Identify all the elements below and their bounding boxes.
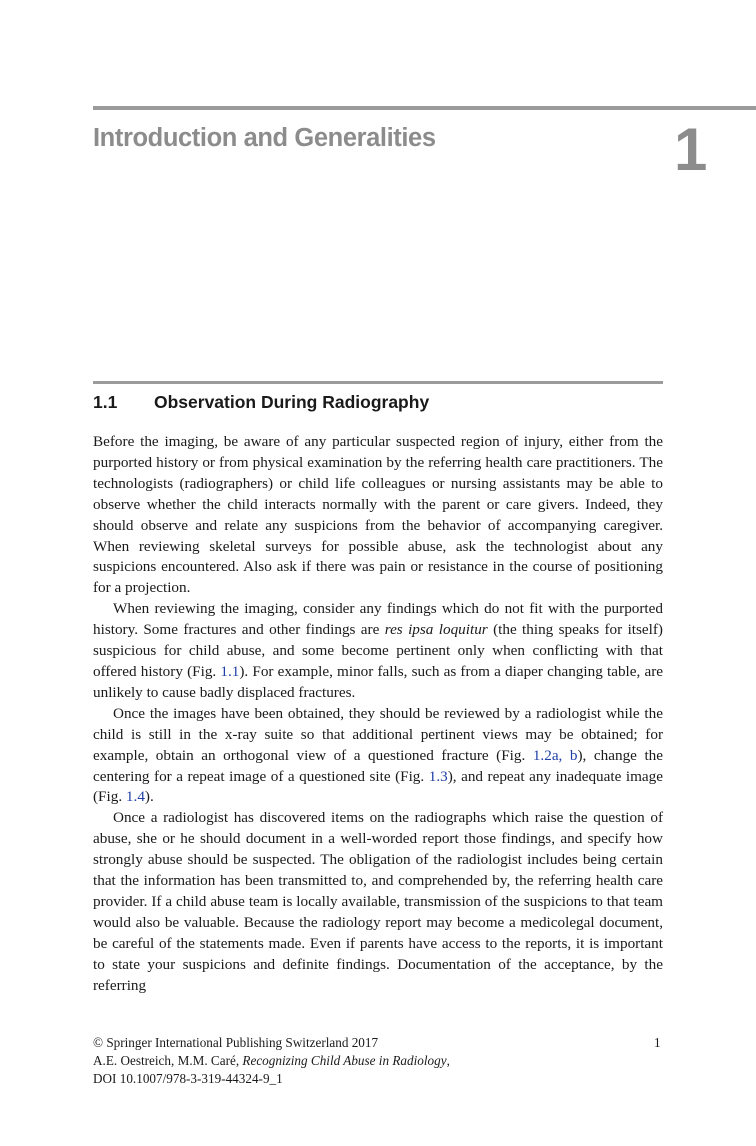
- authors: A.E. Oestreich, M.M. Caré,: [93, 1053, 243, 1068]
- figure-link-1-3[interactable]: 1.3: [428, 767, 448, 785]
- page-number: 1: [654, 1035, 661, 1050]
- section-number: 1.1: [93, 392, 118, 412]
- section-rule: [93, 381, 663, 384]
- text-run: (the thing speaks for itself) suspicious for child abuse, and some become pertinent only when conflicting with that offered history (Fig.: [93, 621, 663, 680]
- chapter-number: 1: [674, 116, 708, 183]
- figure-link-1-2[interactable]: 1.2a, b: [532, 746, 578, 764]
- text-run: ).: [144, 788, 154, 806]
- paragraph-4: Once a radiologist has discovered items on the radiographs which raise the question of abuse, she or he should document in a well-worded report those findings, and specify how strongly abuse should be suspected. The obligation of the radiologist includes being certain that the information has been transmitted to, and comprehended by, the referring health care provider. If a child abuse team is locally available, transmission of the suspicions to that team would also be valuable. Because the radiology report may become a medicolegal document, be careful of the statements made. Even if parents have access to the reports, it is important to state your suspicions and definite findings. Documentation of the acceptance, by the referring: [93, 809, 663, 994]
- copyright-line: © Springer International Publishing Switzerland 2017: [93, 1035, 379, 1050]
- page-footer: [93, 1034, 450, 1088]
- text-run: ), and repeat any inadequate image (Fig.: [93, 767, 663, 806]
- figure-link-1-1[interactable]: 1.1: [220, 662, 240, 680]
- text-run: ,: [446, 1053, 450, 1068]
- doi-line: DOI 10.1007/978-3-319-44324-9_1: [93, 1071, 283, 1086]
- chapter-title: Introduction and Generalities: [93, 124, 436, 152]
- chapter-top-rule: [93, 106, 756, 110]
- citation-line: [93, 1052, 450, 1070]
- latin-phrase: res ipsa loquitur: [384, 621, 488, 639]
- figure-link-1-4[interactable]: 1.4: [125, 788, 145, 806]
- section-heading: [93, 392, 429, 413]
- paragraph-1: Before the imaging, be aware of any particular suspected region of injury, either from the purported history or from physical examination by the referring health care practitioners. The technologists (radiographers) or child life colleagues or nursing assistants may be able to observe whether the child interacts normally with the parent or care givers. Indeed, they should observe and relate any suspicions from the behavior of accompanying caregiver. When reviewing skeletal surveys for possible abuse, ask the technologist about any suspicions encountered. Also ask if there was pain or resistance in the course of positioning for a projection.: [93, 433, 663, 597]
- section-title: Observation During Radiography: [154, 392, 430, 412]
- book-title: Recognizing Child Abuse in Radiology: [242, 1053, 447, 1068]
- paragraph-3: [93, 704, 663, 809]
- body-text: [93, 432, 663, 996]
- text-run: ). For example, minor falls, such as from a diaper changing table, are unlikely to cause badly displaced fractures.: [93, 662, 663, 701]
- text-run: ), change the centering for a repeat image of a questioned site (Fig.: [93, 746, 664, 785]
- text-run: Once the images have been obtained, they should be reviewed by a radiologist while the child is still in the x-ray suite so that additional pertinent views may be obtained; for example, obtain an orthogonal view of a questioned fracture (Fig.: [93, 704, 663, 764]
- paragraph-2: [93, 599, 663, 704]
- text-run: When reviewing the imaging, consider any findings which do not fit with the purported history. Some fractures and other findings are: [93, 600, 663, 639]
